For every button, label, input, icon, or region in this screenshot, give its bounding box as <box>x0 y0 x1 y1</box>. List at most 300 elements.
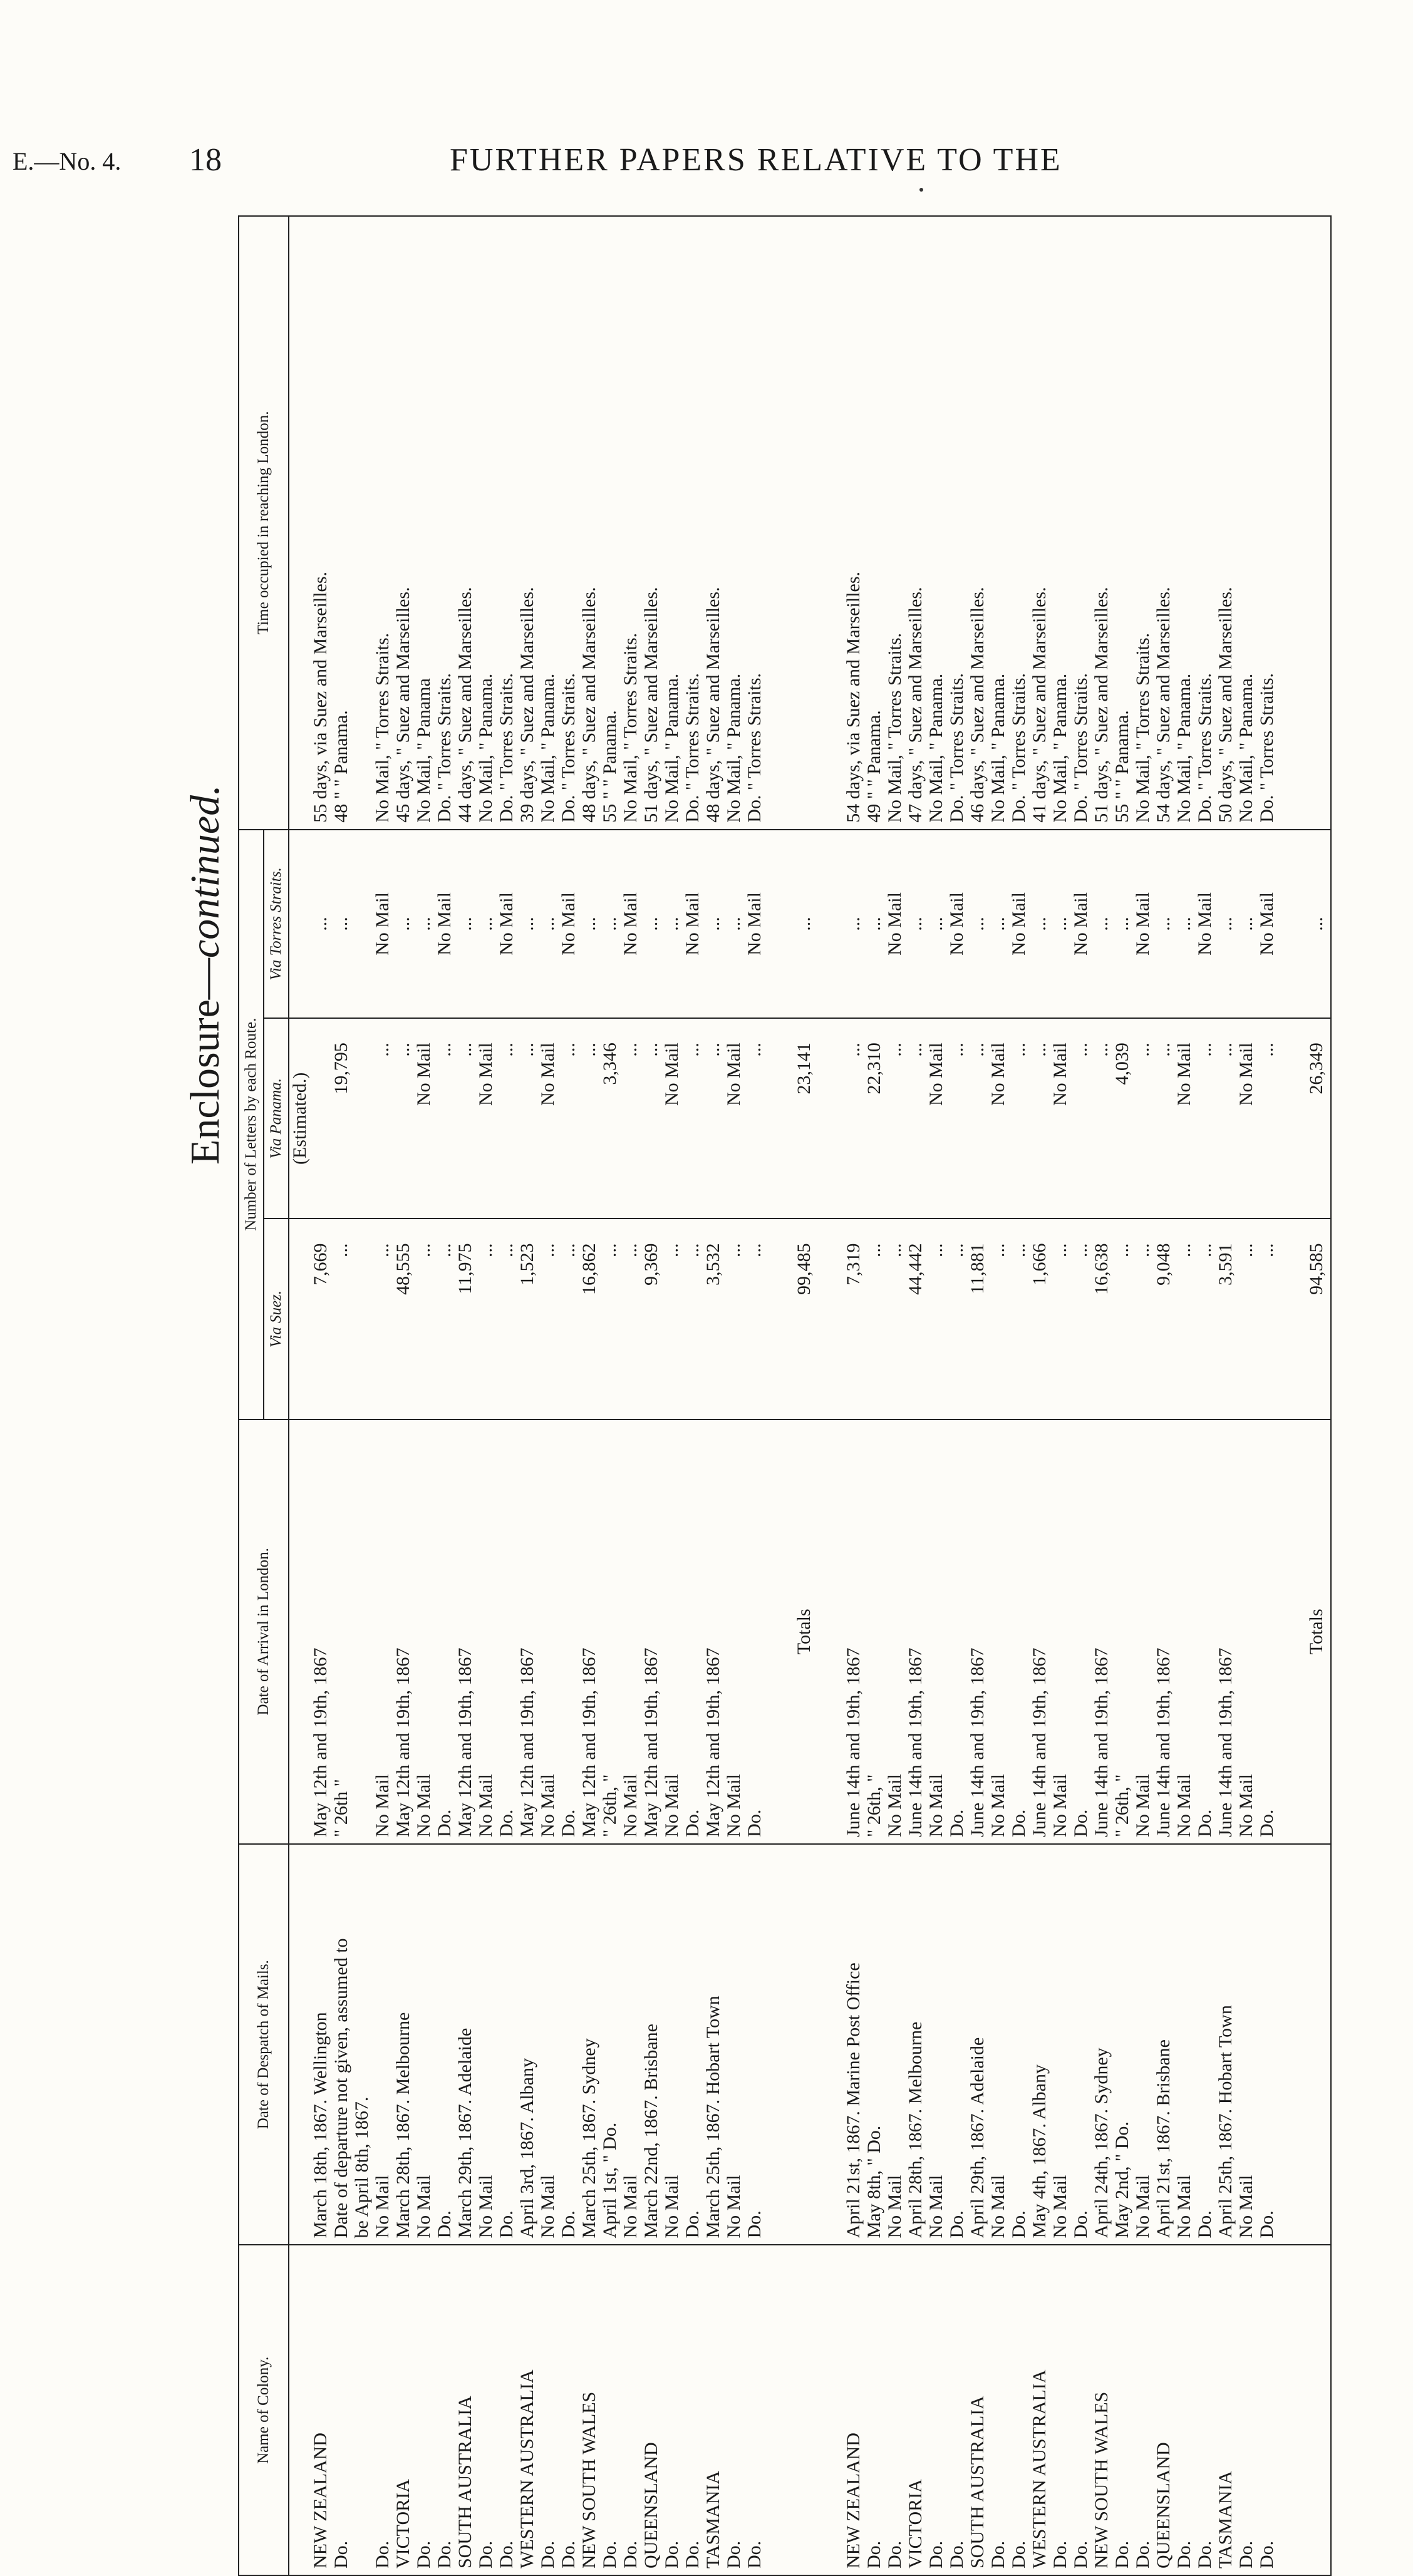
cell-suez: 1,523 <box>517 1218 537 1419</box>
empty-cell <box>818 1218 843 1419</box>
cell-torres: No Mail <box>1132 830 1153 1018</box>
cell-suez: ... <box>537 1218 558 1419</box>
cell-despatch: April 24th, 1867. Sydney <box>1091 1844 1112 2245</box>
cell-torres: ... <box>1029 830 1050 1018</box>
cell-panama: ... <box>641 1018 661 1218</box>
spacer-row <box>765 216 790 2575</box>
empty-cell <box>765 830 790 1018</box>
page-title: FURTHER PAPERS RELATIVE TO THE <box>450 142 1062 178</box>
cell-suez: ... <box>946 1218 967 1419</box>
cell-colony: TASMANIA <box>1215 2245 1236 2575</box>
header-letters: Number of Letters by each Route. <box>239 830 264 1419</box>
empty-cell <box>818 2245 843 2575</box>
cell-colony: Do. <box>988 2245 1008 2575</box>
table-row <box>496 216 517 2575</box>
cell-torres: No Mail <box>434 830 455 1018</box>
cell-suez: 11,975 <box>455 1218 475 1419</box>
cell-arrival: " 26th " <box>331 1419 351 1844</box>
cell-despatch: Do. <box>558 1844 579 2245</box>
cell-colony: Do. <box>682 2245 703 2575</box>
table-row <box>703 216 723 2575</box>
cell-suez: ... <box>723 1218 744 1419</box>
cell-despatch: Do. <box>744 1844 765 2245</box>
enclosure-label: Enclosure— <box>182 958 228 1165</box>
cell-panama: No Mail <box>413 1018 434 1218</box>
cell-arrival: Do. <box>682 1419 703 1844</box>
cell-torres: ... <box>537 830 558 1018</box>
cell-colony <box>351 2245 372 2575</box>
table-row <box>517 216 537 2575</box>
cell-colony: Do. <box>744 2245 765 2575</box>
cell-despatch: No Mail <box>1050 1844 1070 2245</box>
cell-arrival: Do. <box>1256 1419 1277 1844</box>
cell-time: Do. " Torres Straits. <box>434 672 455 823</box>
cell-despatch: No Mail <box>1236 1844 1256 2245</box>
cell-arrival: May 12th and 19th, 1867 <box>703 1419 723 1844</box>
cell-arrival: June 14th and 19th, 1867 <box>1091 1419 1112 1844</box>
cell-suez: ... <box>599 1218 620 1419</box>
cell-torres: ... <box>905 830 926 1018</box>
cell-arrival: No Mail <box>1174 1419 1194 1844</box>
cell-torres: ... <box>579 830 599 1018</box>
table-row <box>1153 216 1174 2575</box>
cell-arrival: No Mail <box>537 1419 558 1844</box>
cell-colony: Do. <box>1132 2245 1153 2575</box>
cell-panama: ... <box>946 1018 967 1218</box>
cell-arrival: Do. <box>434 1419 455 1844</box>
cell-panama: ... <box>558 1018 579 1218</box>
cell-colony: Do. <box>475 2245 496 2575</box>
cell-torres: No Mail <box>946 830 967 1018</box>
empty-cell <box>1277 2245 1302 2575</box>
table-row <box>455 216 475 2575</box>
cell-time: Do. " Torres Straits. <box>682 672 703 823</box>
cell-panama: ... <box>905 1018 926 1218</box>
cell-despatch: March 18th, 1867. Wellington <box>310 1844 331 2245</box>
cell-torres: ... <box>455 830 475 1018</box>
cell-colony: QUEENSLAND <box>641 2245 661 2575</box>
cell-suez: 7,319 <box>843 1218 864 1419</box>
cell-suez: ... <box>884 1218 905 1419</box>
cell-torres: ... <box>1153 830 1174 1018</box>
cell-colony: Do. <box>372 2245 393 2575</box>
table-row <box>1029 216 1050 2575</box>
header-time: Time occupied in reaching London. <box>239 216 289 830</box>
cell-colony: Do. <box>1236 2245 1256 2575</box>
cell-arrival: June 14th and 19th, 1867 <box>1029 1419 1050 1844</box>
cell-arrival: May 12th and 19th, 1867 <box>310 1419 331 1844</box>
header-colony: Name of Colony. <box>239 2245 289 2575</box>
cell-panama: ... <box>703 1018 723 1218</box>
cell-colony: Do. <box>620 2245 641 2575</box>
cell-panama: ... <box>1194 1018 1215 1218</box>
cell-panama: No Mail <box>475 1018 496 1218</box>
table-row <box>599 216 620 2575</box>
cell-suez: ... <box>331 1218 351 1419</box>
cell-suez: 16,638 <box>1091 1218 1112 1419</box>
empty-cell <box>765 1218 790 1419</box>
cell-time: 55 " " Panama. <box>1112 710 1132 823</box>
cell-time: 49 " " Panama. <box>864 710 884 823</box>
cell-arrival: No Mail <box>884 1419 905 1844</box>
cell-time: 55 days, via Suez and Marseilles. <box>310 571 331 823</box>
table-row <box>988 216 1008 2575</box>
cell-panama: 22,310 <box>864 1018 884 1218</box>
cell-torres: ... <box>413 830 434 1018</box>
empty-cell <box>765 2245 790 2575</box>
cell-torres: ... <box>926 830 946 1018</box>
cell-arrival: " 26th, " <box>864 1419 884 1844</box>
cell-arrival: Do. <box>496 1419 517 1844</box>
cell-panama: ... <box>496 1018 517 1218</box>
cell-panama: No Mail <box>537 1018 558 1218</box>
cell-suez: ... <box>864 1218 884 1419</box>
table-row <box>1070 216 1091 2575</box>
cell-despatch: March 25th, 1867. Hobart Town <box>703 1844 723 2245</box>
cell-colony: Do. <box>558 2245 579 2575</box>
cell-suez: ... <box>1008 1218 1029 1419</box>
cell-time: 55 " " Panama. <box>599 710 620 823</box>
cell-torres: No Mail <box>1256 830 1277 1018</box>
enclosure-heading <box>182 601 232 1165</box>
cell-time: 51 days, " Suez and Marseilles. <box>641 587 661 823</box>
cell-despatch: April 21st, 1867. Brisbane <box>1153 1844 1174 2245</box>
cell-colony: Do. <box>864 2245 884 2575</box>
cell-time: 54 days, " Suez and Marseilles. <box>1153 587 1174 823</box>
cell-despatch: Do. <box>946 1844 967 2245</box>
table-row <box>843 216 864 2575</box>
cell-torres: ... <box>661 830 682 1018</box>
cell-panama: ... <box>1008 1018 1029 1218</box>
cell-torres: No Mail <box>682 830 703 1018</box>
cell-despatch: March 28th, 1867. Melbourne <box>393 1844 413 2245</box>
cell-torres: ... <box>703 830 723 1018</box>
cell-panama: 19,795 <box>331 1018 351 1218</box>
cell-panama: ... <box>1132 1018 1153 1218</box>
table-row <box>413 216 434 2575</box>
cell-colony: Do. <box>1194 2245 1215 2575</box>
cell-colony: Do. <box>1070 2245 1091 2575</box>
empty-cell <box>818 830 843 1018</box>
cell-suez: 9,369 <box>641 1218 661 1419</box>
cell-suez: ... <box>413 1218 434 1419</box>
cell-time: Do. " Torres Straits. <box>558 672 579 823</box>
cell-panama: No Mail <box>988 1018 1008 1218</box>
cell-arrival: No Mail <box>926 1419 946 1844</box>
cell-suez: ... <box>744 1218 765 1419</box>
cell-panama: ... <box>843 1018 864 1218</box>
table-row <box>558 216 579 2575</box>
cell-despatch: April 29th, 1867. Adelaide <box>967 1844 988 2245</box>
cell-suez: 3,591 <box>1215 1218 1236 1419</box>
cell-arrival: May 12th and 19th, 1867 <box>393 1419 413 1844</box>
cell-time: Do. " Torres Straits. <box>946 672 967 823</box>
cell-torres: ... <box>1215 830 1236 1018</box>
cell-panama: ... <box>1091 1018 1112 1218</box>
table-row <box>351 216 372 2575</box>
spacer-row <box>818 216 843 2575</box>
cell-torres: ... <box>864 830 884 1018</box>
empty-cell <box>818 1419 843 1844</box>
cell-despatch: May 2nd, " Do. <box>1112 1844 1132 2245</box>
cell-panama: No Mail <box>661 1018 682 1218</box>
table-body <box>289 216 1331 2575</box>
estimated-note: (Estimated.) <box>289 1018 310 1218</box>
empty-cell <box>790 216 818 830</box>
cell-suez: 48,555 <box>393 1218 413 1419</box>
cell-panama: ... <box>372 1018 393 1218</box>
cell-despatch: No Mail <box>988 1844 1008 2245</box>
cell-suez: ... <box>496 1218 517 1419</box>
cell-panama: ... <box>434 1018 455 1218</box>
cell-torres: No Mail <box>558 830 579 1018</box>
cell-despatch: Do. <box>1194 1844 1215 2245</box>
totals-label: Totals <box>790 1419 818 1844</box>
cell-suez: ... <box>1112 1218 1132 1419</box>
mail-table <box>238 215 1332 2576</box>
empty-cell <box>790 2245 818 2575</box>
cell-despatch: No Mail <box>1174 1844 1194 2245</box>
cell-torres: No Mail <box>744 830 765 1018</box>
empty-cell <box>1277 216 1302 830</box>
cell-time: 51 days, " Suez and Marseilles. <box>1091 587 1112 823</box>
cell-panama: ... <box>517 1018 537 1218</box>
cell-despatch: April 25th, 1867. Hobart Town <box>1215 1844 1236 2245</box>
empty-cell <box>1277 1844 1302 2245</box>
cell-suez: ... <box>988 1218 1008 1419</box>
cell-time: No Mail, " Panama. <box>1174 673 1194 823</box>
cell-colony: Do. <box>413 2245 434 2575</box>
cell-time: 48 days, " Suez and Marseilles. <box>579 587 599 823</box>
totals-torres: ... <box>790 830 818 1018</box>
cell-suez: 9,048 <box>1153 1218 1174 1419</box>
table-row <box>1194 216 1215 2575</box>
table-row <box>1236 216 1256 2575</box>
totals-row <box>790 216 818 2575</box>
cell-suez: ... <box>434 1218 455 1419</box>
cell-arrival: No Mail <box>372 1419 393 1844</box>
empty-cell <box>1277 1018 1302 1218</box>
cell-panama: No Mail <box>723 1018 744 1218</box>
cell-panama: ... <box>744 1018 765 1218</box>
cell-panama: ... <box>579 1018 599 1218</box>
cell-torres: ... <box>599 830 620 1018</box>
header-despatch: Date of Despatch of Mails. <box>239 1844 289 2245</box>
cell-suez: 3,532 <box>703 1218 723 1419</box>
empty-cell <box>790 1844 818 2245</box>
cell-torres: No Mail <box>1008 830 1029 1018</box>
cell-despatch: Date of departure not given, assumed to <box>331 1844 351 2245</box>
cell-suez: 1,666 <box>1029 1218 1050 1419</box>
table-row <box>661 216 682 2575</box>
cell-despatch: Do. <box>496 1844 517 2245</box>
cell-suez: ... <box>620 1218 641 1419</box>
cell-despatch: May 8th, " Do. <box>864 1844 884 2245</box>
table-row <box>475 216 496 2575</box>
cell-despatch: April 21st, 1867. Marine Post Office <box>843 1844 864 2245</box>
cell-torres: No Mail <box>1070 830 1091 1018</box>
cell-arrival: No Mail <box>723 1419 744 1844</box>
empty-cell <box>1277 1419 1302 1844</box>
cell-torres: No Mail <box>372 830 393 1018</box>
totals-row <box>1302 216 1331 2575</box>
cell-colony: SOUTH AUSTRALIA <box>967 2245 988 2575</box>
cell-time: No Mail, " Panama. <box>1050 673 1070 823</box>
empty-cell <box>1277 1218 1302 1419</box>
cell-despatch: April 28th, 1867. Melbourne <box>905 1844 926 2245</box>
cell-panama: ... <box>1029 1018 1050 1218</box>
cell-despatch: Do. <box>434 1844 455 2245</box>
cell-torres: ... <box>988 830 1008 1018</box>
table-row <box>926 216 946 2575</box>
cell-torres: ... <box>723 830 744 1018</box>
document-reference: E.—No. 4. <box>13 147 122 175</box>
header-arrival: Date of Arrival in London. <box>239 1419 289 1844</box>
cell-despatch: No Mail <box>413 1844 434 2245</box>
cell-torres: ... <box>1091 830 1112 1018</box>
cell-despatch: No Mail <box>1132 1844 1153 2245</box>
table-row <box>1008 216 1029 2575</box>
cell-colony: WESTERN AUSTRALIA <box>517 2245 537 2575</box>
cell-arrival: May 12th and 19th, 1867 <box>641 1419 661 1844</box>
cell-panama: ... <box>1215 1018 1236 1218</box>
cell-arrival: May 12th and 19th, 1867 <box>517 1419 537 1844</box>
cell-colony: Do. <box>434 2245 455 2575</box>
table-row <box>967 216 988 2575</box>
cell-despatch: No Mail <box>661 1844 682 2245</box>
cell-arrival: No Mail <box>620 1419 641 1844</box>
cell-panama: ... <box>1256 1018 1277 1218</box>
cell-suez: ... <box>1174 1218 1194 1419</box>
page-number: 18 <box>189 142 222 178</box>
table-row <box>682 216 703 2575</box>
cell-torres: ... <box>967 830 988 1018</box>
cell-arrival: Do. <box>946 1419 967 1844</box>
cell-time: No Mail, " Panama. <box>661 673 682 823</box>
cell-arrival <box>351 1419 372 1844</box>
empty-cell <box>1302 2245 1331 2575</box>
cell-panama: No Mail <box>926 1018 946 1218</box>
cell-colony: Do. <box>599 2245 620 2575</box>
cell-arrival: No Mail <box>475 1419 496 1844</box>
cell-arrival: Do. <box>1194 1419 1215 1844</box>
cell-suez: ... <box>661 1218 682 1419</box>
cell-time: No Mail, " Panama. <box>1236 673 1256 823</box>
table-row <box>331 216 351 2575</box>
cell-arrival: " 26th, " <box>1112 1419 1132 1844</box>
enclosure-continued: continued. <box>182 785 228 959</box>
cell-arrival: June 14th and 19th, 1867 <box>843 1419 864 1844</box>
table-row <box>393 216 413 2575</box>
cell-arrival: No Mail <box>1050 1419 1070 1844</box>
table-row <box>641 216 661 2575</box>
cell-despatch: March 29th, 1867. Adelaide <box>455 1844 475 2245</box>
cell-torres: ... <box>641 830 661 1018</box>
spacer-row <box>1277 216 1302 2575</box>
cell-arrival: June 14th and 19th, 1867 <box>905 1419 926 1844</box>
cell-colony: NEW SOUTH WALES <box>579 2245 599 2575</box>
totals-panama: 26,349 <box>1302 1018 1331 1218</box>
cell-colony: VICTORIA <box>393 2245 413 2575</box>
cell-despatch: No Mail <box>537 1844 558 2245</box>
cell-torres: ... <box>1174 830 1194 1018</box>
cell-time: No Mail, " Torres Straits. <box>884 632 905 823</box>
cell-torres <box>351 830 372 1018</box>
table-row <box>884 216 905 2575</box>
cell-panama: 4,039 <box>1112 1018 1132 1218</box>
cell-time: Do. " Torres Straits. <box>744 672 765 823</box>
cell-time: Do. " Torres Straits. <box>1008 672 1029 823</box>
cell-suez: ... <box>1050 1218 1070 1419</box>
cell-despatch: Do. <box>1256 1844 1277 2245</box>
cell-torres: ... <box>1236 830 1256 1018</box>
cell-arrival: June 14th and 19th, 1867 <box>1215 1419 1236 1844</box>
cell-colony: VICTORIA <box>905 2245 926 2575</box>
cell-time: Do. " Torres Straits. <box>1194 672 1215 823</box>
cell-colony: NEW ZEALAND <box>843 2245 864 2575</box>
cell-colony: Do. <box>926 2245 946 2575</box>
cell-arrival: No Mail <box>1236 1419 1256 1844</box>
cell-suez <box>351 1218 372 1419</box>
cell-suez: ... <box>1132 1218 1153 1419</box>
cell-arrival: No Mail <box>661 1419 682 1844</box>
cell-colony: Do. <box>496 2245 517 2575</box>
cell-arrival: No Mail <box>413 1419 434 1844</box>
cell-panama: ... <box>884 1018 905 1218</box>
cell-panama: ... <box>967 1018 988 1218</box>
cell-suez: 11,881 <box>967 1218 988 1419</box>
cell-time: No Mail, " Panama <box>413 678 434 823</box>
table-row <box>310 216 331 2575</box>
cell-arrival: Do. <box>744 1419 765 1844</box>
empty-cell <box>1302 1844 1331 2245</box>
totals-suez: 94,585 <box>1302 1218 1331 1419</box>
cell-colony: Do. <box>1112 2245 1132 2575</box>
cell-suez: ... <box>558 1218 579 1419</box>
totals-panama: 23,141 <box>790 1018 818 1218</box>
cell-colony: Do. <box>1174 2245 1194 2575</box>
totals-label: Totals <box>1302 1419 1331 1844</box>
cell-time: No Mail, " Torres Straits. <box>620 632 641 823</box>
header-panama: Via Panama. <box>264 1018 289 1218</box>
table-row <box>620 216 641 2575</box>
ink-dot <box>919 188 923 192</box>
table-row <box>744 216 765 2575</box>
cell-suez: 44,442 <box>905 1218 926 1419</box>
cell-colony: Do. <box>884 2245 905 2575</box>
cell-suez: ... <box>1070 1218 1091 1419</box>
cell-colony: Do. <box>331 2245 351 2575</box>
cell-despatch: No Mail <box>620 1844 641 2245</box>
cell-arrival: May 12th and 19th, 1867 <box>579 1419 599 1844</box>
cell-time: 50 days, " Suez and Marseilles. <box>1215 587 1236 823</box>
cell-arrival: May 12th and 19th, 1867 <box>455 1419 475 1844</box>
cell-despatch: Do. <box>682 1844 703 2245</box>
cell-torres: No Mail <box>620 830 641 1018</box>
cell-despatch: March 25th, 1867. Sydney <box>579 1844 599 2245</box>
cell-despatch: No Mail <box>723 1844 744 2245</box>
cell-arrival: June 14th and 19th, 1867 <box>967 1419 988 1844</box>
cell-suez: ... <box>372 1218 393 1419</box>
cell-time: 46 days, " Suez and Marseilles. <box>967 587 988 823</box>
totals-torres: ... <box>1302 830 1331 1018</box>
cell-despatch: No Mail <box>926 1844 946 2245</box>
cell-torres: ... <box>310 830 331 1018</box>
cell-time: No Mail, " Panama. <box>475 673 496 823</box>
cell-suez: ... <box>682 1218 703 1419</box>
cell-panama: No Mail <box>1236 1018 1256 1218</box>
cell-panama: No Mail <box>1050 1018 1070 1218</box>
